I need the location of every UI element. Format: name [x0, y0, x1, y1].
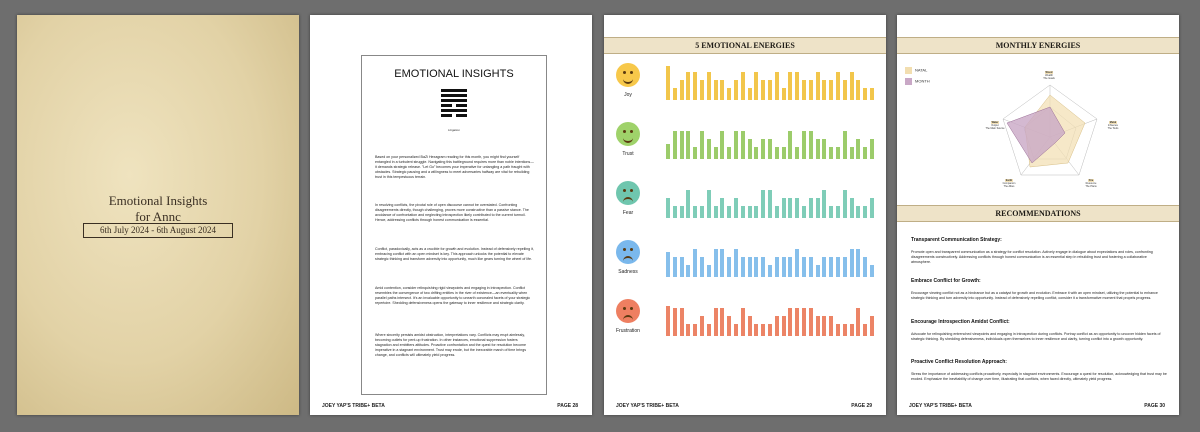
- emotion-bar: [788, 308, 792, 336]
- emotion-bar: [707, 324, 711, 336]
- emotion-bar: [673, 131, 677, 159]
- emotion-bar: [809, 198, 813, 218]
- emotion-bar: [680, 206, 684, 218]
- recommendation-heading: Encourage Introspection Amidst Conflict:: [911, 319, 1010, 325]
- emotion-bar: [748, 257, 752, 277]
- page-footer: [616, 401, 872, 412]
- emotion-bar: [788, 257, 792, 277]
- emotion-bar: [816, 198, 820, 218]
- emotion-bar: [856, 80, 860, 100]
- emotion-bar: [775, 206, 779, 218]
- emotion-bar-chart: [666, 300, 878, 336]
- emotion-bar: [809, 80, 813, 100]
- emotion-bar: [754, 147, 758, 159]
- emotion-bar: [863, 206, 867, 218]
- legend-label: MONTH: [915, 78, 930, 84]
- emotion-bar: [693, 72, 697, 100]
- emotion-bar: [761, 257, 765, 277]
- emotion-bar: [863, 257, 867, 277]
- emotion-bar-chart: [666, 123, 878, 159]
- emotion-bar: [761, 324, 765, 336]
- emotion-bar: [836, 147, 840, 159]
- emotion-bar: [802, 257, 806, 277]
- emotion-bar: [768, 265, 772, 277]
- emotion-face-icon: [616, 181, 640, 205]
- recommendation-heading: Proactive Conflict Resolution Approach:: [911, 359, 1007, 365]
- emotion-bar: [761, 190, 765, 218]
- emotion-label: Trust: [622, 151, 634, 157]
- paragraph: Amid contention, consider relinquishing rigid viewpoints and engaging in introspection. Conflict resembles the convergence of two drifting entities in the river of existence—an eventuality when parallel paths intersect. It's an invaluable opportunity to unearth concealed facets of your strategic repertoire. Shedding defensiveness opens the gateway to inner resilience and strategic clarity.: [375, 286, 531, 305]
- emotion-bar: [734, 198, 738, 218]
- emotion-bar: [795, 72, 799, 100]
- emotion-bar: [809, 257, 813, 277]
- legend-swatch: [905, 67, 912, 74]
- emotion-bar: [761, 139, 765, 159]
- emotion-bar: [727, 206, 731, 218]
- emotion-bar: [802, 80, 806, 100]
- emotion-bar: [850, 324, 854, 336]
- emotion-bar: [714, 80, 718, 100]
- emotion-bar: [870, 198, 874, 218]
- cover-title: [17, 193, 299, 225]
- emotion-bar: [822, 316, 826, 336]
- emotion-bar: [782, 257, 786, 277]
- emotion-bar: [775, 72, 779, 100]
- emotion-face-icon: [616, 122, 640, 146]
- page-number: PAGE 28: [557, 403, 578, 409]
- emotion-bar: [795, 198, 799, 218]
- cover-title-line1: Emotional Insights: [108, 193, 208, 208]
- emotion-bar: [673, 88, 677, 100]
- emotion-bar: [802, 206, 806, 218]
- emotion-bar: [856, 308, 860, 336]
- emotion-bar: [734, 249, 738, 277]
- emotion-bar: [795, 249, 799, 277]
- emotion-bar: [816, 265, 820, 277]
- cover-date-range: 6th July 2024 - 6th August 2024: [83, 223, 233, 238]
- emotion-bar: [822, 139, 826, 159]
- recommendation-heading: Embrace Conflict for Growth:: [911, 278, 981, 284]
- page-29[interactable]: [604, 15, 886, 415]
- emotion-bar: [761, 80, 765, 100]
- emotion-bar-chart: [666, 64, 878, 100]
- emotion-bar: [666, 252, 670, 277]
- emotion-bar: [829, 206, 833, 218]
- emotion-bar: [822, 80, 826, 100]
- emotion-bar: [714, 308, 718, 336]
- emotion-bar: [870, 88, 874, 100]
- emotion-bar: [816, 72, 820, 100]
- footer-brand: JOEY YAP'S TRIBE+ BETA: [616, 403, 679, 409]
- emotion-bar: [816, 139, 820, 159]
- emotion-bar: [870, 316, 874, 336]
- emotion-bar: [822, 190, 826, 218]
- emotion-bar: [788, 198, 792, 218]
- emotion-bar: [693, 206, 697, 218]
- section-banner: MONTHLY ENERGIES: [897, 37, 1179, 54]
- hexagram-caption: Litigation: [447, 128, 460, 132]
- page-title: EMOTIONAL INSIGHTS: [394, 68, 514, 80]
- emotion-bar: [686, 190, 690, 218]
- emotion-bar: [768, 190, 772, 218]
- emotion-bar: [734, 80, 738, 100]
- recommendation-text: Stress the importance of addressing conflicts proactively, especially in stagnant environments. Encourage a quest for resolution, acknowledging that trust may be eroded. Emphasize the inevitability of change over time, illustrating that conflicts, when faced directly, ultimately yield progress.: [911, 372, 1167, 381]
- radar-node-wealth: Wood Wealth The Goals: [1043, 71, 1055, 80]
- emotion-bar: [850, 147, 854, 159]
- recommendation-text: Promote open and transparent communication as a strategy for conflict resolution. Actively engage in dialogue about expectations and roles, confronting disagreements constructively. Addressing conflicts through honest communication is an essential step in rebuilding trust and fostering a collaborative atmosphere.: [911, 250, 1153, 264]
- emotion-bar: [693, 324, 697, 336]
- emotion-bar: [680, 131, 684, 159]
- emotion-bar: [843, 131, 847, 159]
- emotion-bar: [686, 72, 690, 100]
- emotion-bar: [693, 147, 697, 159]
- legend-item-month: [905, 78, 930, 85]
- emotion-bar: [775, 257, 779, 277]
- emotion-bar: [863, 88, 867, 100]
- page-footer: [909, 401, 1165, 412]
- radar-node-influence: Metal Influence The Tools: [1107, 121, 1119, 130]
- emotion-bar: [741, 308, 745, 336]
- legend-label: NATAL: [915, 67, 928, 73]
- emotion-bar: [734, 131, 738, 159]
- emotion-bar: [850, 72, 854, 100]
- emotion-bar: [666, 306, 670, 336]
- emotion-bar: [748, 88, 752, 100]
- emotion-bar: [700, 316, 704, 336]
- emotion-bar: [843, 324, 847, 336]
- emotion-label: Frustration: [616, 328, 640, 334]
- legend-swatch: [905, 78, 912, 85]
- emotion-bar: [700, 80, 704, 100]
- emotion-bar: [843, 257, 847, 277]
- emotion-row: [604, 118, 886, 176]
- emotion-bar: [727, 316, 731, 336]
- recommendation-heading: Transparent Communication Strategy:: [911, 237, 1002, 243]
- emotion-bar: [680, 257, 684, 277]
- emotion-bar: [686, 131, 690, 159]
- emotion-bar: [707, 190, 711, 218]
- recommendation-text: Encourage viewing conflict not as a hindrance but as a catalyst for growth and evolution. Embrace it with an open mindset, utilizing the potential to enhance strategic thinking and turn adversity into opportunity. Instead of defensively repelling conflict, consider it a transformative moment that propels progress.: [911, 291, 1158, 300]
- emotion-bar: [768, 139, 772, 159]
- emotion-bar: [707, 72, 711, 100]
- emotion-bar: [863, 147, 867, 159]
- emotion-bar: [700, 206, 704, 218]
- emotion-bar: [734, 324, 738, 336]
- emotion-bar: [850, 198, 854, 218]
- emotion-bar-chart: [666, 241, 878, 277]
- emotion-bar: [829, 147, 833, 159]
- emotion-bar: [673, 206, 677, 218]
- emotion-bar: [727, 257, 731, 277]
- recommendation-text: Advocate for relinquishing entrenched viewpoints and engaging in introspection during conflicts. Portray conflict as an opportunity to uncover hidden facets of strategic thinking. By shedding defensiveness, individuals open themselves to inner resilience and clarity, turning conflict into a growth opportunity.: [911, 332, 1161, 341]
- emotion-bar: [870, 265, 874, 277]
- insights-frame: [361, 55, 547, 395]
- emotion-bar: [843, 80, 847, 100]
- emotion-bar-chart: [666, 182, 878, 218]
- radar-legend: [905, 67, 930, 85]
- emotion-bar: [829, 257, 833, 277]
- emotion-row: [604, 295, 886, 353]
- emotion-bar: [802, 131, 806, 159]
- emotion-bar: [754, 324, 758, 336]
- page-number: PAGE 30: [1144, 403, 1165, 409]
- emotion-bar: [802, 308, 806, 336]
- emotion-bar: [836, 257, 840, 277]
- emotion-bar: [666, 198, 670, 218]
- emotion-bar: [720, 249, 724, 277]
- emotion-bar: [782, 147, 786, 159]
- emotion-bar: [727, 88, 731, 100]
- emotion-bar: [870, 139, 874, 159]
- radar-node-output: Water Output The Main Source: [985, 121, 1005, 130]
- emotion-bar: [836, 72, 840, 100]
- emotion-bar: [686, 324, 690, 336]
- emotion-bar: [686, 265, 690, 277]
- emotion-row: [604, 236, 886, 294]
- emotion-label: Sadness: [618, 269, 638, 275]
- emotion-bar: [788, 131, 792, 159]
- emotion-bar: [850, 249, 854, 277]
- emotion-label: Joy: [624, 92, 632, 98]
- emotion-bar: [666, 144, 670, 159]
- emotion-bar: [748, 139, 752, 159]
- emotion-face-icon: [616, 63, 640, 87]
- emotion-bar: [714, 206, 718, 218]
- emotion-bar: [782, 88, 786, 100]
- emotion-bar: [829, 316, 833, 336]
- emotion-bar: [836, 324, 840, 336]
- emotion-bar: [720, 308, 724, 336]
- emotion-bar: [680, 308, 684, 336]
- emotion-bar: [754, 206, 758, 218]
- recommendations-banner: RECOMMENDATIONS: [897, 205, 1179, 222]
- emotion-bar: [748, 206, 752, 218]
- emotion-bar: [816, 316, 820, 336]
- hexagram-icon: [441, 89, 467, 119]
- emotion-bar: [714, 147, 718, 159]
- emotion-bar: [754, 72, 758, 100]
- emotion-bar: [754, 257, 758, 277]
- emotion-bar: [741, 257, 745, 277]
- section-banner: 5 EMOTIONAL ENERGIES: [604, 37, 886, 54]
- footer-brand: JOEY YAP'S TRIBE+ BETA: [909, 403, 972, 409]
- emotion-bar: [809, 308, 813, 336]
- emotion-bar: [727, 147, 731, 159]
- emotion-bar: [782, 316, 786, 336]
- page-30[interactable]: [897, 15, 1179, 415]
- emotion-bar: [809, 131, 813, 159]
- emotion-bar: [673, 257, 677, 277]
- paragraph: Based on your personalized BaZi Hexagram reading for this month, you might find yourself entangled in a turbulent struggle. Navigating this battleground requires more than noble intentions—it demands strategic release. "Let Go" becomes your imperative for untangling a path fraught with obstacles. Strategic pausing and a willingness to meet adversaries halfway are vital for rebuilding trust in this tempestuous terrain.: [375, 155, 534, 179]
- emotion-bar: [748, 316, 752, 336]
- emotion-bar: [775, 147, 779, 159]
- emotion-row: [604, 59, 886, 117]
- paragraph: Conflict, paradoxically, acts as a crucible for growth and evolution. Instead of defensively repelling it, embracing conflict with an open mindset is key. This approach unlocks the potential to elevate strategic thinking and transform adversity into opportunity, much like gears turning the wheel of life.: [375, 247, 534, 261]
- emotion-bar: [693, 249, 697, 277]
- emotion-bar: [714, 249, 718, 277]
- emotion-bar: [795, 147, 799, 159]
- emotion-bar: [788, 72, 792, 100]
- emotion-bar: [673, 308, 677, 336]
- emotion-bar: [829, 80, 833, 100]
- radar-node-companion: Earth Companion The Allies: [1002, 179, 1016, 188]
- emotion-bar: [666, 66, 670, 100]
- emotion-bar: [856, 139, 860, 159]
- legend-item-natal: [905, 67, 930, 74]
- paragraph: In resolving conflicts, the pivotal role of open discourse cannot be overstated. Confronting disagreements directly, though challenging, proves more constructive than a passive stance. The avoidance of confrontation and neglecting introspection likely contributed to the current turmoil. Hence, addressing conflicts through honest communication is essential.: [375, 203, 529, 222]
- page-footer: [322, 401, 578, 412]
- footer-brand: JOEY YAP'S TRIBE+ BETA: [322, 403, 385, 409]
- emotion-bar: [700, 131, 704, 159]
- emotion-bar: [768, 324, 772, 336]
- emotion-bar: [863, 324, 867, 336]
- emotion-face-icon: [616, 299, 640, 323]
- emotion-bar: [720, 198, 724, 218]
- radar-node-resource: Fire Resource The Plans: [1085, 179, 1097, 188]
- cover-title-line2: for Annc: [135, 209, 181, 224]
- emotion-bar: [775, 316, 779, 336]
- emotion-bar: [707, 265, 711, 277]
- emotion-row: [604, 177, 886, 235]
- emotion-bar: [768, 80, 772, 100]
- emotion-bar: [836, 206, 840, 218]
- emotion-bar: [741, 131, 745, 159]
- emotion-bar: [782, 198, 786, 218]
- emotion-bar: [680, 80, 684, 100]
- cover-page[interactable]: [17, 15, 299, 415]
- emotion-bar: [741, 206, 745, 218]
- emotion-bar: [720, 131, 724, 159]
- page-number: PAGE 29: [851, 403, 872, 409]
- emotion-bar: [741, 72, 745, 100]
- emotion-label: Fear: [622, 210, 634, 216]
- emotion-bar: [856, 249, 860, 277]
- emotion-bar: [795, 308, 799, 336]
- emotion-bar: [822, 257, 826, 277]
- emotion-bar: [707, 139, 711, 159]
- emotion-face-icon: [616, 240, 640, 264]
- page-28[interactable]: [310, 15, 592, 415]
- emotion-bar: [843, 190, 847, 218]
- emotion-bar: [856, 206, 860, 218]
- emotion-bar: [700, 257, 704, 277]
- emotion-bar: [720, 80, 724, 100]
- paragraph: Where sincerity persists amidst obstruction, interpretations vary. Conflicts may erupt aimlessly, becoming outlets for pent-up frustration. In other instances, emotional suppression fosters stagnation and embitters attitudes. Proactive confrontation and the quest for resolution become imperative in a stagnant environment. Trust may erode, but the inexorable march of time brings change, and conflicts will ultimately yield progress.: [375, 333, 527, 357]
